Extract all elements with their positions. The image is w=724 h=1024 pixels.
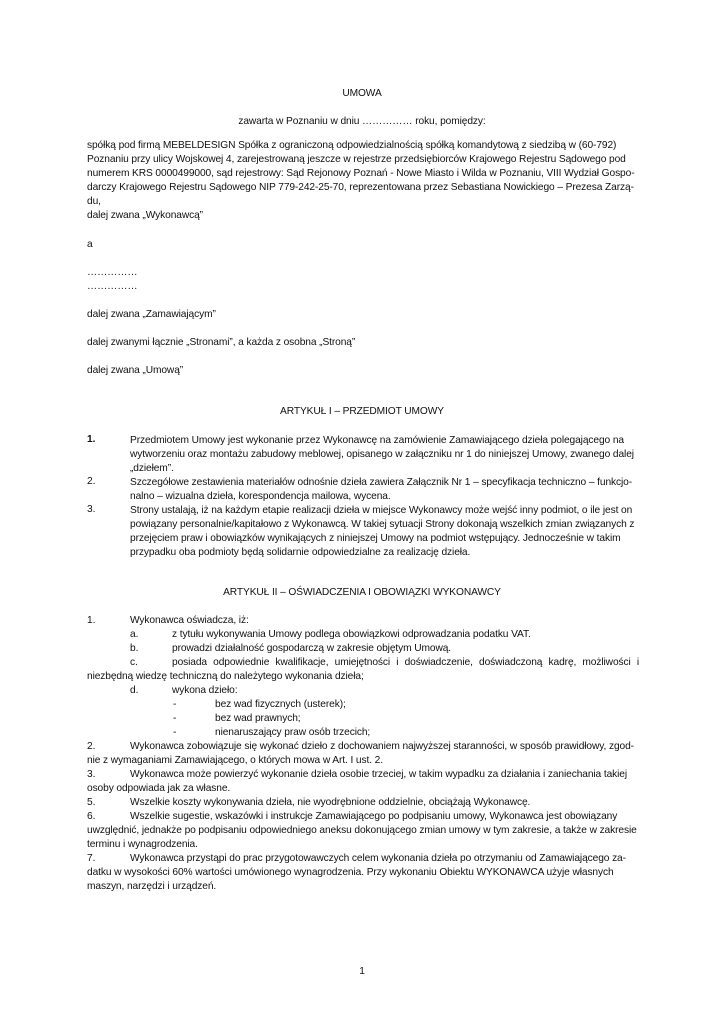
item-line: wytworzeniu oraz montażu zabudowy meblowej, opisanego w załączniku nr 1 do niniejszej Umowy, zwanego dalej (130, 449, 634, 460)
party1-line: du, (87, 196, 101, 207)
list-item-text: maszyn, narzędzi i urządzeń. (87, 881, 217, 892)
list-number: 1. (87, 434, 96, 445)
document-subtitle: zawarta w Poznaniu w dniu …………… roku, pomiędzy: (238, 116, 486, 127)
dash-bullet: - (173, 699, 177, 710)
list-item-text: terminu i wynagrodzenia. (87, 839, 198, 850)
item-line: Przedmiotem Umowy jest wykonanie przez Wykonawcę na zamówienie Zamawiającego dzieła polegającego na (130, 435, 624, 446)
sub-item-text: prowadzi działalność gospodarczą w zakresie objętym Umową. (172, 643, 452, 654)
list-item (130, 434, 639, 476)
item-line: Szczegółowe zestawienia materiałów odnośnie dzieła zawiera Załącznik Nr 1 – specyfikacja techniczno – funkcjo- (130, 477, 633, 488)
article-2-heading: ARTYKUŁ II – OŚWIADCZENIA I OBOWIĄZKI WYKONAWCY (223, 587, 501, 598)
item-line: powiązany personalnie/kapitałowo z Wykonawcą. W takiej sytuacji Strony dokonają wszelkich zmian związanych z (130, 519, 635, 530)
list-number: 2. (87, 476, 96, 487)
item-line: Strony ustalają, iż na każdym etapie realizacji dzieła w miejsce Wykonawcy może wejść inny podmiot, o ile jest on (130, 505, 633, 516)
list-item-text: Wykonawca zobowiązuje się wykonać dzieło z dochowaniem najwyższej staranności, w sposób prawidłowy, zgod- (130, 741, 634, 752)
party1-line: spółką pod firmą MEBELDESIGN Spółka z ograniczoną odpowiedzialnością spółką komandytową z siedzibą w (60-792) (87, 140, 617, 151)
sub-item-text: posiada odpowiednie kwalifikacje, umiejętności i doświadczenie, doświadczoną kadrę, możliwości i (172, 657, 639, 668)
sub-item-text: wykona dzieło: (172, 685, 238, 696)
list-item-text: uwzględnić, jednakże po podpisaniu odpowiedniego aneksu dokonującego zmian umowy w tym zakresie, a także w zakresie (87, 825, 637, 836)
dash-item-text: nienaruszający praw osób trzecich; (215, 727, 371, 738)
item-line: nalno – wizualna dzieła, korespondencja mailowa, wycena. (130, 491, 391, 502)
sub-label: c. (130, 657, 138, 668)
sub-item-text: niezbędną wiedzę techniczną do należytego wykonania dzieła; (87, 671, 364, 682)
sub-label: b. (130, 643, 139, 654)
item-line: przejęciem praw i obowiązków wynikających z niniejszej Umowy na podmiot wstępujący. Jednocześnie w takim (130, 533, 621, 544)
party2-dots: …………… (87, 267, 138, 278)
list-number: 5. (87, 797, 96, 808)
article-1-heading: ARTYKUŁ I – PRZEDMIOT UMOWY (280, 406, 444, 417)
list-number: 2. (87, 741, 96, 752)
list-number: 6. (87, 811, 96, 822)
contract-named: dalej zwana „Umową” (87, 365, 184, 376)
party1-line: dalej zwana „Wykonawcą” (87, 210, 203, 221)
item-line: przypadku oba podmioty będą solidarnie odpowiedzialne za realizację dzieła. (130, 547, 471, 558)
conjunction-a: a (87, 239, 93, 250)
list-item-text: nie z wymaganiami Zamawiającego, o których mowa w Art. I ust. 2. (87, 755, 383, 766)
party2-named: dalej zwana „Zamawiającym” (87, 309, 216, 320)
list-item-text: Wszelkie sugestie, wskazówki i instrukcje Zamawiającego po podpisaniu umowy, Wykonawca jest obowiązany (130, 811, 618, 822)
list-number: 1. (87, 615, 96, 626)
list-item-text: osoby odpowiada jak za własne. (87, 783, 231, 794)
party1-line: darczy Krajowego Rejestru Sądowego NIP 779-242-25-70, reprezentowana przez Sebastiana Nowickiego – Prezesa Zarzą- (87, 182, 634, 193)
party1-line: numerem KRS 0000499000, sąd rejestrowy: Sąd Rejonowy Poznań - Nowe Miasto i Wilda w Poznaniu, VIII Wydział Gospo- (87, 168, 635, 179)
list-number: 7. (87, 853, 96, 864)
dash-item-text: bez wad fizycznych (usterek); (215, 699, 346, 710)
dash-item-text: bez wad prawnych; (215, 713, 301, 724)
parties-together: dalej zwanymi łącznie „Stronami”, a każda z osobna „Stroną” (87, 337, 356, 348)
item-line: „dziełem”. (130, 463, 174, 474)
dash-bullet: - (173, 727, 177, 738)
party1-line: Poznaniu przy ulicy Wojskowej 4, zarejestrowaną jeszcze w rejestrze przedsiębiorców Krajowego Rejestru Sądowego pod (87, 154, 626, 165)
list-item (130, 476, 639, 504)
sub-label: d. (130, 685, 139, 696)
list-number: 3. (87, 504, 96, 515)
party1-block (87, 139, 639, 223)
list-number: 3. (87, 769, 96, 780)
list-item-text: datku w wysokości 60% wartości umówionego wynagrodzenia. Przy wykonaniu Obiektu WYKONAWCA użyje własnych (87, 867, 614, 878)
party2-dots: …………… (87, 281, 138, 292)
sub-item-text: z tytułu wykonywania Umowy podlega obowiązkowi odprowadzania podatku VAT. (172, 629, 531, 640)
list-item (130, 504, 639, 560)
list-item-text: Wykonawca może powierzyć wykonanie dzieła osobie trzeciej, w takim wypadku za działania i zaniechania takiej (130, 769, 628, 780)
dash-bullet: - (173, 713, 177, 724)
list-item-text: Wszelkie koszty wykonywania dzieła, nie wyodrębnione oddzielnie, obciążają Wykonawcę. (130, 797, 531, 808)
page-number: 1 (359, 966, 365, 977)
sub-label: a. (130, 629, 139, 640)
list-item-text: Wykonawca przystąpi do prac przygotowawczych celem wykonania dzieła po otrzymaniu od Zamawiającego za- (130, 853, 626, 864)
document-title: UMOWA (342, 88, 382, 99)
list-item-text: Wykonawca oświadcza, iż: (130, 615, 249, 626)
